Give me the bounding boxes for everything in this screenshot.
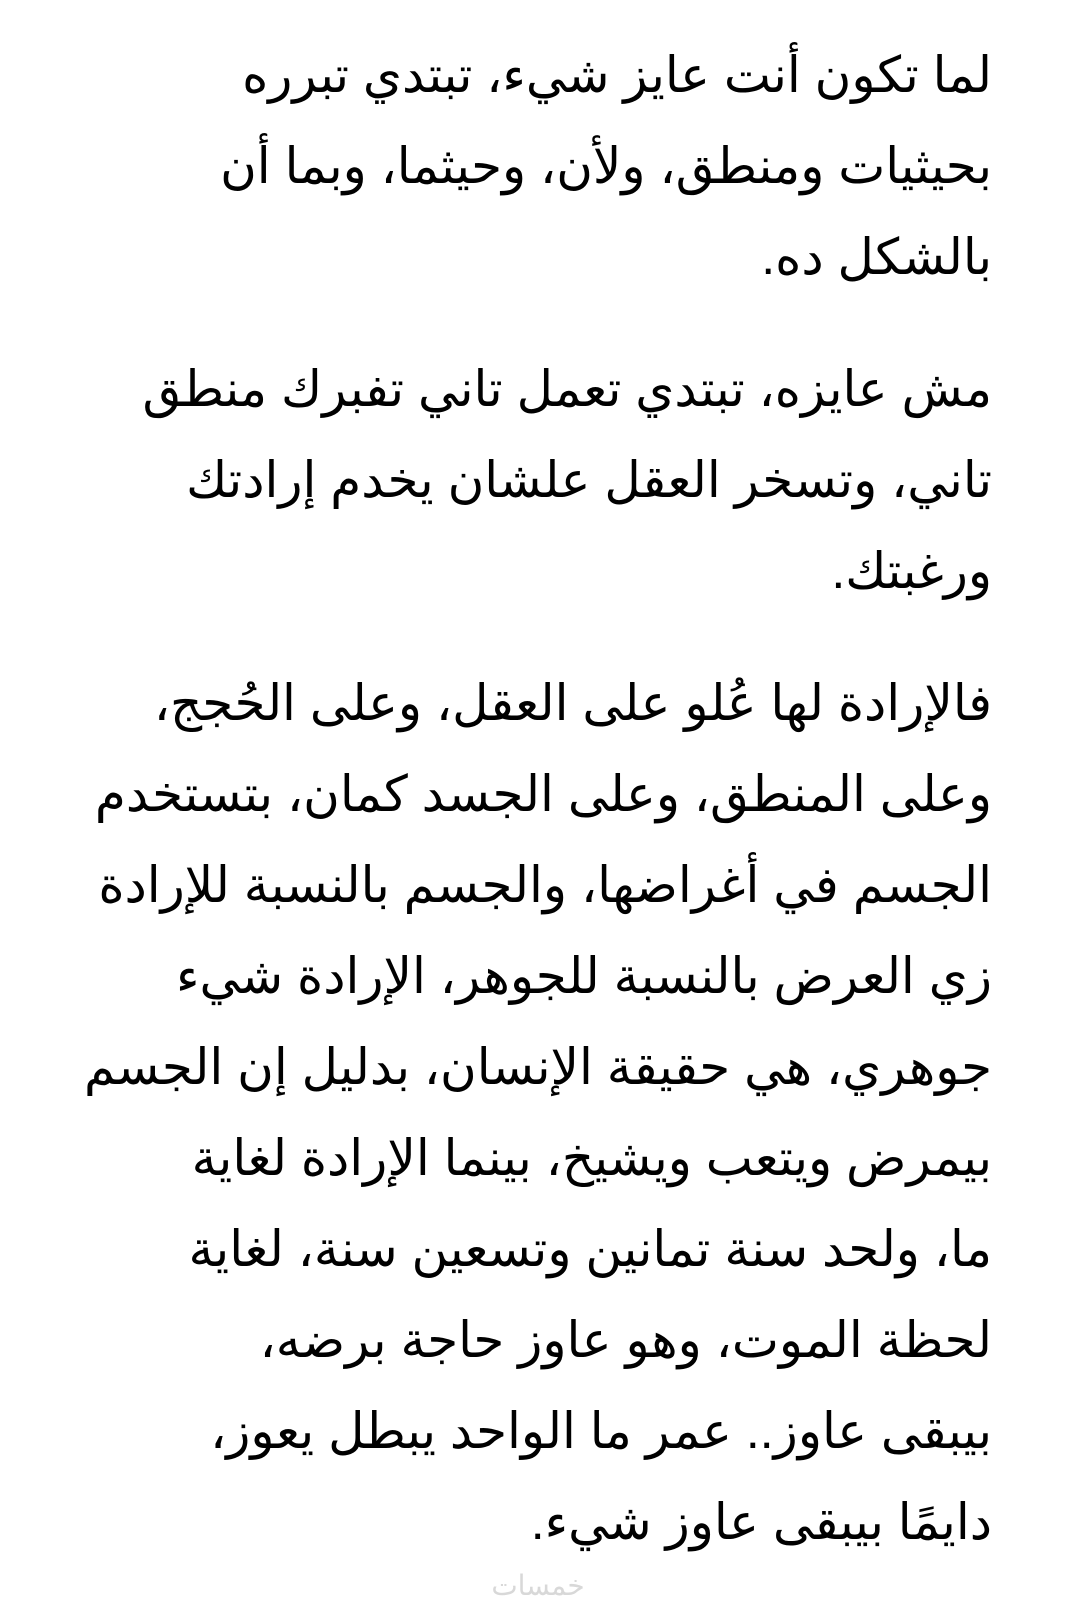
text-line: مش عايزه، تبتدي تعمل تاني تفبرك منطق xyxy=(142,361,992,417)
watermark-logo: خمسات xyxy=(491,1569,585,1602)
text-line: تاني، وتسخر العقل علشان يخدم إرادتك xyxy=(186,452,992,508)
text-line: بالشكل ده. xyxy=(761,229,992,285)
text-line: زي العرض بالنسبة للجوهر، الإرادة شيء xyxy=(176,948,992,1004)
paragraph-3 xyxy=(60,658,992,1568)
text-line: الجسم في أغراضها، والجسم بالنسبة للإرادة xyxy=(98,857,992,913)
paragraph-spacer xyxy=(60,617,992,658)
text-line: دايمًا بيبقى عاوز شيء. xyxy=(530,1494,992,1550)
text-line: ما، ولحد سنة تمانين وتسعين سنة، لغاية xyxy=(188,1221,992,1277)
text-line: فالإرادة لها عُلو على العقل، وعلى الحُجج، xyxy=(153,675,992,731)
text-line: بيمرض ويتعب ويشيخ، بينما الإرادة لغاية xyxy=(191,1130,992,1186)
paragraph-spacer xyxy=(60,303,992,344)
text-line: وعلى المنطق، وعلى الجسد كمان، بتستخدم xyxy=(94,766,992,822)
paragraph-2 xyxy=(60,344,992,617)
text-line: ورغبتك. xyxy=(831,543,992,599)
text-line: بيبقى عاوز.. عمر ما الواحد يبطل يعوز، xyxy=(210,1403,992,1459)
text-line: لحظة الموت، وهو عاوز حاجة برضه، xyxy=(259,1312,992,1368)
text-line: لما تكون أنت عايز شيء، تبتدي تبرره xyxy=(242,47,992,103)
text-line: جوهري، هي حقيقة الإنسان، بدليل إن الجسم xyxy=(83,1039,992,1095)
text-line: بحيثيات ومنطق، ولأن، وحيثما، وبما أن xyxy=(220,138,992,194)
paragraph-1 xyxy=(60,30,992,303)
